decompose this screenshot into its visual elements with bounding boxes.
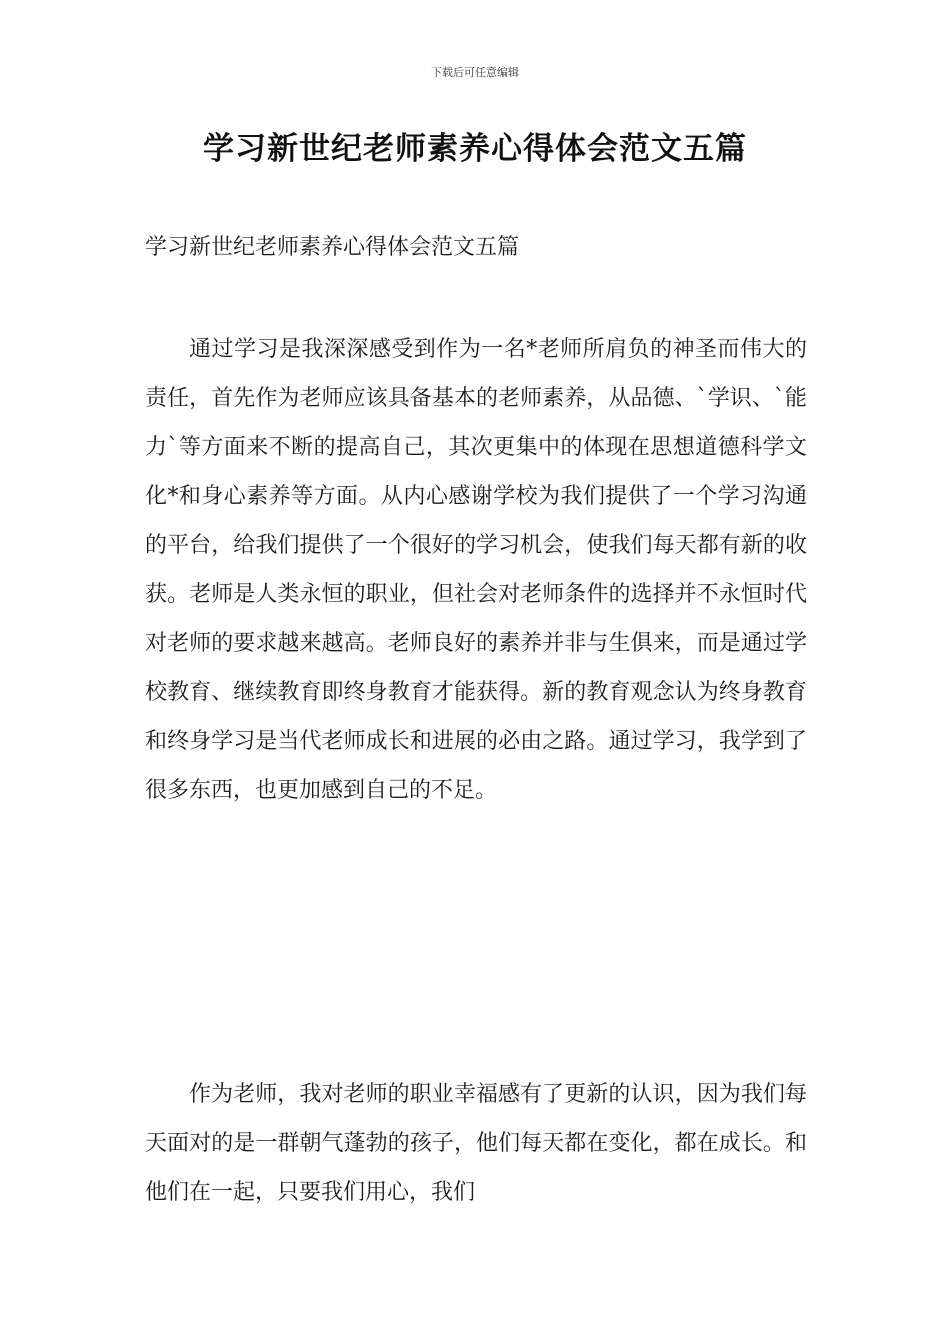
body-paragraph-1: 通过学习是我深深感受到作为一名*老师所肩负的神圣而伟大的责任，首先作为老师应该具备基本的老师素养，从品德、`学识、`能力`等方面来不断的提高自己，其次更集中的体现在思想道德科学文化*和身心素养等方面。从内心感谢学校为我们提供了一个学习沟通的平台，给我们提供了一个很好的学习机会，使我们每天都有新的收获。老师是人类永恒的职业，但社会对老师条件的选择并不永恒时代对老师的要求越来越高。老师良好的素养并非与生俱来，而是通过学校教育、继续教育即终身教育才能获得。新的教育观念认为终身教育和终身学习是当代老师成长和进展的必由之路。通过学习，我学到了很多东西，也更加感到自己的不足。: [145, 337, 807, 803]
document-title: 学习新世纪老师素养心得体会范文五篇: [203, 131, 747, 167]
page-header-note: 下载后可任意编辑: [431, 66, 519, 79]
document-subtitle: 学习新世纪老师素养心得体会范文五篇: [145, 235, 520, 260]
body-paragraph-2: 作为老师，我对老师的职业幸福感有了更新的认识，因为我们每天面对的是一群朝气蓬勃的孩子，他们每天都在变化，都在成长。和他们在一起，只要我们用心，我们: [145, 1082, 807, 1205]
